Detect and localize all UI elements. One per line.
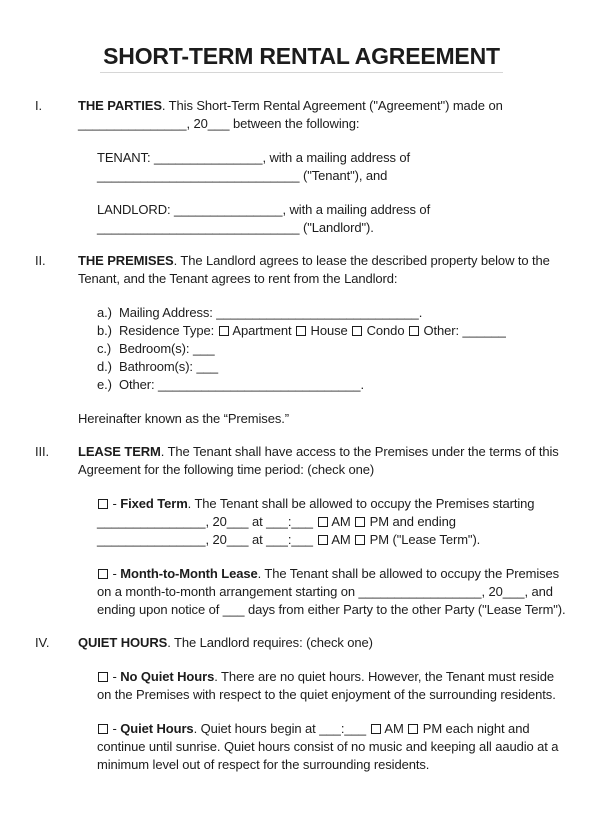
text-run: . The Landlord requires: (check one) (167, 635, 373, 650)
document-title: SHORT-TERM RENTAL AGREEMENT (100, 42, 503, 73)
text-run: - (109, 496, 121, 511)
fixed-term-option-paragraph (97, 495, 568, 549)
premises-outro-paragraph (78, 410, 568, 428)
parties-intro-paragraph (78, 97, 568, 133)
checkbox-icon[interactable] (98, 569, 108, 579)
text-run: PM ("Lease Term"). (366, 532, 481, 547)
bold-run: QUIET HOURS (78, 635, 168, 650)
lease-term-intro-paragraph (78, 443, 568, 479)
text-run: between the following: (229, 116, 360, 131)
text-run: : (287, 532, 292, 547)
text-run: Condo (363, 323, 408, 338)
text-run: Other: (119, 377, 159, 392)
blank-field[interactable]: _______________ (97, 532, 206, 547)
list-item-mailing-address (97, 304, 568, 322)
list-item-label: b.) (97, 323, 112, 338)
text-run: . (360, 377, 365, 392)
blank-field[interactable]: ___ (207, 116, 230, 131)
text-run: . Quiet hours begin at (193, 721, 320, 736)
text-run (366, 721, 370, 736)
text-run: , 20 (205, 532, 227, 547)
section-the-parties (35, 97, 568, 237)
list-item-residence-type (97, 322, 568, 340)
list-item-text (119, 304, 568, 322)
checkbox-icon[interactable] (355, 535, 365, 545)
blank-field[interactable]: ___ (196, 359, 219, 374)
blank-field[interactable]: ___ (291, 532, 314, 547)
text-run: ("Tenant"), and (299, 168, 388, 183)
text-run: Bedroom(s): (119, 341, 193, 356)
blank-field[interactable]: ___ (266, 514, 288, 529)
text-run: at (248, 532, 267, 547)
list-item-bedrooms (97, 340, 568, 358)
blank-field[interactable]: ___ (222, 602, 245, 617)
text-run: , 20 (481, 584, 503, 599)
checkbox-icon[interactable] (318, 535, 328, 545)
checkbox-icon[interactable] (98, 499, 108, 509)
section-number: IV. (35, 635, 50, 650)
text-run: ("Landlord"). (299, 220, 374, 235)
text-run: PM and ending (366, 514, 456, 529)
text-run: . The Tenant shall have access to the Premises under the terms of this Agreement for the following time period: (check one) (78, 444, 559, 477)
checkbox-icon[interactable] (296, 326, 306, 336)
blank-field[interactable]: ___ (192, 341, 215, 356)
text-run: . There are no quiet hours. However, the Tenant must reside on the Premises with respect to the quiet enjoyment of the surrounding residents. (97, 669, 556, 702)
checkbox-icon[interactable] (318, 517, 328, 527)
list-item-other (97, 376, 568, 394)
list-item-label: e.) (97, 377, 112, 392)
premises-detail-list (97, 304, 568, 394)
bold-run: LEASE TERM (78, 444, 161, 459)
text-run: TENANT: (97, 150, 154, 165)
blank-field[interactable]: ___ (291, 514, 314, 529)
checkbox-icon[interactable] (355, 517, 365, 527)
text-run: Apartment (229, 323, 296, 338)
section-lease-term (35, 443, 568, 619)
text-run: Residence Type: (119, 323, 218, 338)
blank-field[interactable]: ____________________________ (158, 377, 361, 392)
section-content (78, 634, 568, 774)
text-run: , 20 (205, 514, 227, 529)
bold-run: THE PREMISES (78, 253, 174, 268)
text-run: LANDLORD: (97, 202, 175, 217)
blank-field[interactable]: _________________ (358, 584, 482, 599)
list-item-text (119, 358, 568, 376)
text-run: - (109, 721, 121, 736)
text-run: PM each night and continue until sunrise. Quiet hours consist of no music and keeping all aaudio at a minimum level out of respect for the surrounding residents. (97, 721, 559, 772)
section-content (78, 252, 568, 428)
section-number: I. (35, 98, 43, 113)
checkbox-icon[interactable] (371, 724, 381, 734)
tenant-clause-paragraph (97, 149, 568, 185)
bold-run: Month-to-Month Lease (120, 566, 258, 581)
blank-field[interactable]: ___ (502, 584, 525, 599)
text-run: , and ending upon notice of (97, 584, 553, 617)
text-run: , with a mailing address of (282, 202, 431, 217)
text-run: days from either Party to the other Party ("Lease Term"). (244, 602, 566, 617)
text-run (313, 532, 317, 547)
quiet-hours-option-paragraph (97, 720, 568, 774)
text-run: . (418, 305, 423, 320)
text-run: : (340, 721, 345, 736)
section-content (78, 97, 568, 237)
section-number: II. (35, 253, 46, 268)
blank-field[interactable]: ____________________________ (97, 220, 300, 235)
blank-field[interactable]: ____________________________ (97, 168, 300, 183)
checkbox-icon[interactable] (408, 724, 418, 734)
text-run: : (287, 514, 292, 529)
text-run: Hereinafter known as the “Premises.” (78, 411, 289, 426)
landlord-clause-paragraph (97, 201, 568, 237)
blank-field[interactable]: _______________ (78, 116, 187, 131)
bold-run: THE PARTIES (78, 98, 162, 113)
blank-field[interactable]: ___ (226, 532, 249, 547)
title-block (35, 42, 568, 73)
checkbox-icon[interactable] (352, 326, 362, 336)
text-run: AM (328, 514, 355, 529)
list-item-label: a.) (97, 305, 112, 320)
text-run: . The Tenant shall be allowed to occupy the Premises starting (187, 496, 535, 511)
blank-field[interactable]: _______________ (97, 514, 206, 529)
text-run (313, 514, 317, 529)
quiet-hours-intro-paragraph (78, 634, 568, 652)
checkbox-icon[interactable] (98, 724, 108, 734)
bold-run: Quiet Hours (120, 721, 194, 736)
text-run: at (248, 514, 267, 529)
blank-field[interactable]: ______ (462, 323, 506, 338)
bold-run: Fixed Term (120, 496, 188, 511)
list-item-bathrooms (97, 358, 568, 376)
blank-field[interactable]: _______________ (174, 202, 283, 217)
section-the-premises (35, 252, 568, 428)
text-run: - (109, 566, 121, 581)
blank-field[interactable]: ____________________________ (216, 305, 419, 320)
no-quiet-hours-option-paragraph (97, 668, 568, 704)
text-run: , 20 (186, 116, 208, 131)
text-run: Bathroom(s): (119, 359, 197, 374)
section-quiet-hours (35, 634, 568, 774)
premises-intro-paragraph (78, 252, 568, 288)
blank-field[interactable]: ___ (319, 721, 341, 736)
section-number: III. (35, 444, 50, 459)
list-item-text (119, 340, 568, 358)
checkbox-icon[interactable] (409, 326, 419, 336)
blank-field[interactable]: _______________ (153, 150, 263, 165)
text-run: AM (328, 532, 355, 547)
text-run: Mailing Address: (119, 305, 217, 320)
list-item-label: c.) (97, 341, 112, 356)
text-run: House (307, 323, 352, 338)
blank-field[interactable]: ___ (266, 532, 288, 547)
checkbox-icon[interactable] (98, 672, 108, 682)
checkbox-icon[interactable] (219, 326, 229, 336)
text-run: , with a mailing address of (262, 150, 411, 165)
bold-run: No Quiet Hours (120, 669, 215, 684)
text-run: . The Landlord agrees to lease the described property below to the Tenant, and the Tenant agrees to rent from the Landlord: (78, 253, 550, 286)
list-item-text (119, 322, 568, 340)
blank-field[interactable]: ___ (344, 721, 367, 736)
list-item-label: d.) (97, 359, 112, 374)
text-run: . The Tenant shall be allowed to occupy the Premises on a month-to-month arrangement starting on (97, 566, 560, 599)
text-run: Other: (419, 323, 463, 338)
month-to-month-option-paragraph (97, 565, 568, 619)
text-run: AM (381, 721, 408, 736)
text-run: - (109, 669, 121, 684)
text-run: . This Short-Term Rental Agreement ("Agreement") made on (161, 98, 503, 113)
section-content (78, 443, 568, 619)
list-item-text (119, 376, 568, 394)
blank-field[interactable]: ___ (226, 514, 249, 529)
